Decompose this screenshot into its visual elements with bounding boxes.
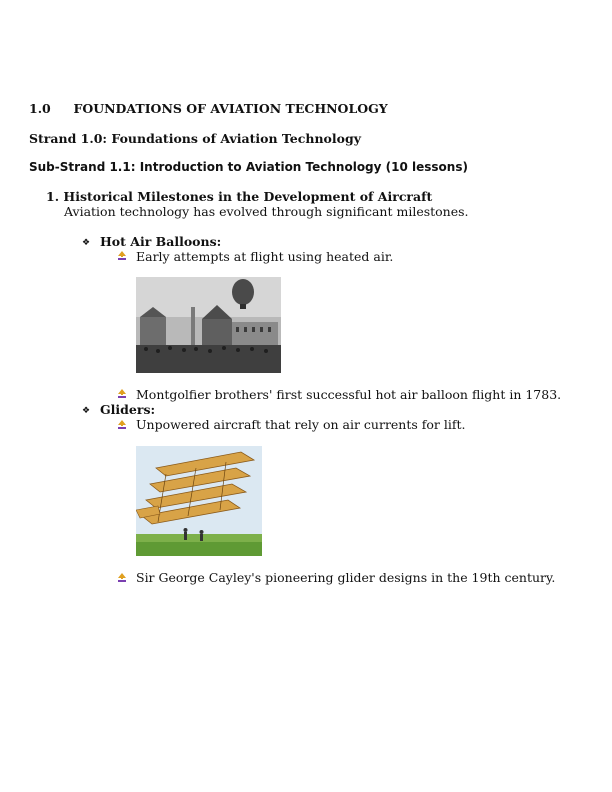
arrow-bullet-icon — [117, 573, 127, 583]
gliders-point-1: Unpowered aircraft that rely on air currents for lift. — [136, 417, 466, 432]
section-title: FOUNDATIONS OF AVIATION TECHNOLOGY — [73, 101, 388, 116]
arrow-bullet-icon — [117, 389, 127, 399]
balloons-point-2: Montgolfier brothers' first successful hot air balloon flight in 1783. — [136, 387, 562, 402]
strand-heading: Strand 1.0: Foundations of Aviation Technology — [29, 131, 361, 146]
item-1-number: 1. — [46, 189, 60, 204]
item-1-intro: Aviation technology has evolved through significant milestones. — [64, 204, 469, 219]
item-1-title: Historical Milestones in the Development of Aircraft — [63, 189, 433, 204]
arrow-bullet-icon — [117, 251, 127, 261]
gliders-heading: Gliders: — [100, 402, 156, 417]
section-number: 1.0 — [29, 101, 51, 116]
balloons-heading: Hot Air Balloons: — [100, 234, 222, 249]
glider-illustration — [136, 446, 262, 556]
item-1-heading — [46, 189, 432, 204]
diamond-bullet-icon: ❖ — [82, 406, 91, 416]
diamond-bullet-icon: ❖ — [82, 238, 91, 248]
section-heading — [29, 101, 388, 116]
balloons-point-1: Early attempts at flight using heated air. — [136, 249, 394, 264]
hot-air-balloon-illustration — [136, 277, 281, 373]
arrow-bullet-icon — [117, 420, 127, 430]
gliders-point-2: Sir George Cayley's pioneering glider designs in the 19th century. — [136, 570, 556, 585]
substrand-heading: Sub-Strand 1.1: Introduction to Aviation Technology (10 lessons) — [29, 160, 468, 174]
